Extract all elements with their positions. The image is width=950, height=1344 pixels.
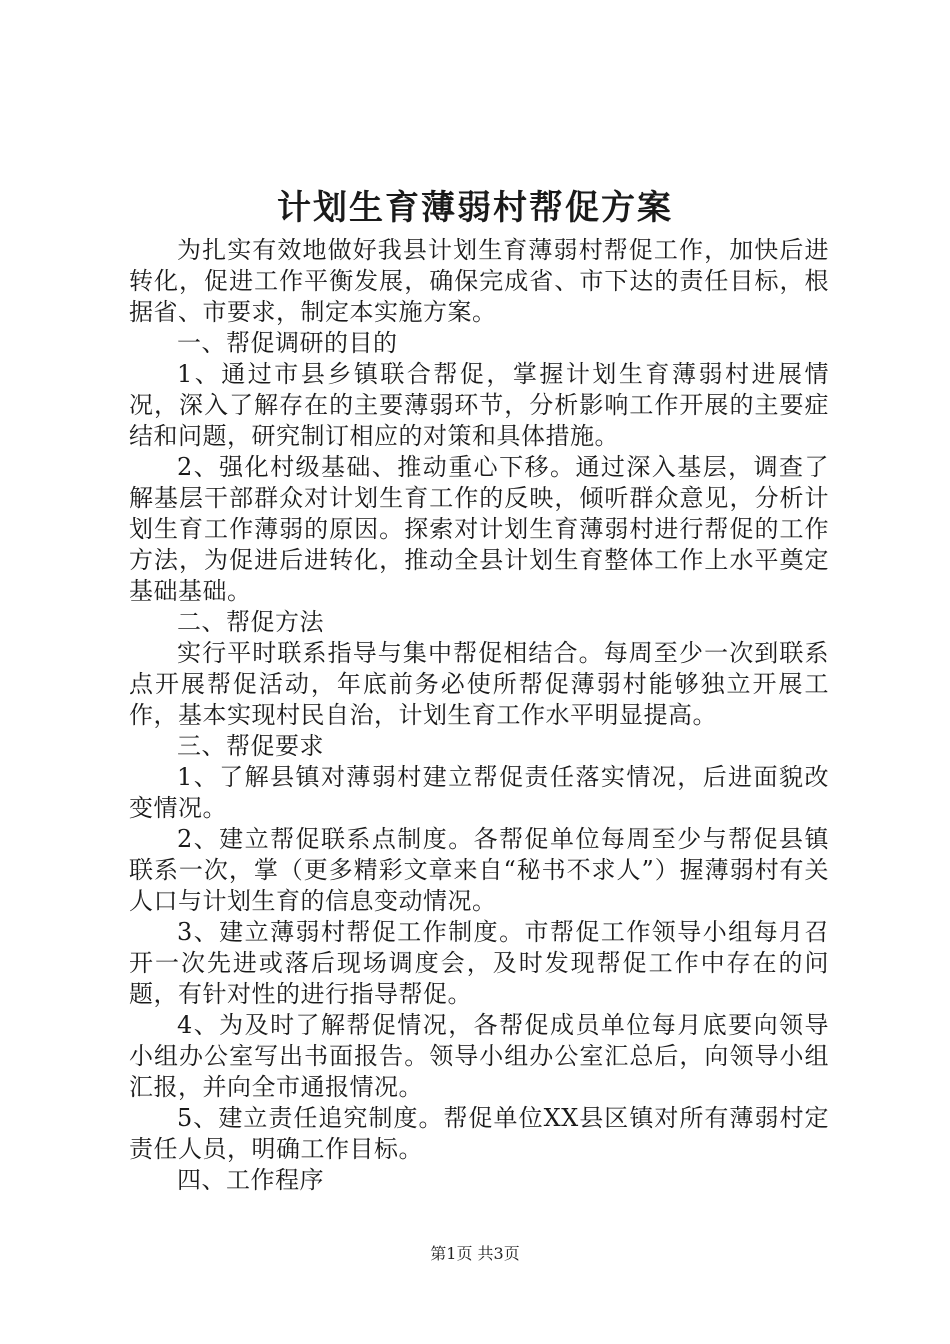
page-number: 第1页 共3页 (430, 1244, 520, 1263)
section1-item-1: 1、通过市县乡镇联合帮促，掌握计划生育薄弱村进展情况，深入了解存在的主要薄弱环节，分析影响工作开展的主要症结和问题，研究制订相应的对策和具体措施。 (129, 360, 829, 450)
section3-item-3: 3、建立薄弱村帮促工作制度。市帮促工作领导小组每月召开一次先进或落后现场调度会，及时发现帮促工作中存在的问题，有针对性的进行指导帮促。 (129, 918, 829, 1008)
section3-item-5: 5、建立责任追究制度。帮促单位XX县区镇对所有薄弱村定责任人员，明确工作目标。 (129, 1104, 829, 1163)
section-heading-1: 一、帮促调研的目的 (177, 329, 398, 357)
document-title: 计划生育薄弱村帮促方案 (277, 188, 673, 228)
section-heading-4: 四、工作程序 (177, 1166, 324, 1194)
section1-item-2: 2、强化村级基础、推动重心下移。通过深入基层，调查了解基层干部群众对计划生育工作的反映，倾听群众意见，分析计划生育工作薄弱的原因。探索对计划生育薄弱村进行帮促的工作方法，为促进后进转化，推动全县计划生育整体工作上水平奠定基础基础。 (129, 453, 829, 605)
section3-item-4: 4、为及时了解帮促情况，各帮促成员单位每月底要向领导小组办公室写出书面报告。领导小组办公室汇总后，向领导小组汇报，并向全市通报情况。 (129, 1011, 829, 1101)
section3-item-1: 1、了解县镇对薄弱村建立帮促责任落实情况，后进面貌改变情况。 (129, 763, 829, 822)
section-heading-2: 二、帮促方法 (177, 608, 324, 636)
section-heading-3: 三、帮促要求 (177, 732, 324, 760)
intro-paragraph: 为扎实有效地做好我县计划生育薄弱村帮促工作，加快后进转化，促进工作平衡发展，确保完成省、市下达的责任目标，根据省、市要求，制定本实施方案。 (129, 236, 829, 326)
section3-item-2: 2、建立帮促联系点制度。各帮促单位每周至少与帮促县镇联系一次，掌（更多精彩文章来自“秘书不求人”）握薄弱村有关人口与计划生育的信息变动情况。 (129, 825, 829, 915)
section2-paragraph: 实行平时联系指导与集中帮促相结合。每周至少一次到联系点开展帮促活动，年底前务必使所帮促薄弱村能够独立开展工作，基本实现村民自治，计划生育工作水平明显提高。 (129, 639, 829, 729)
document-body (129, 235, 829, 1196)
